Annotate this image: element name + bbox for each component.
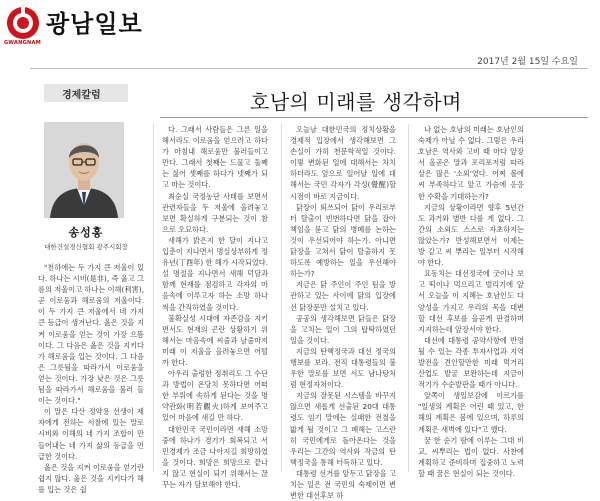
author-title: 대한건설경신협회 광주시회장 xyxy=(44,243,128,251)
paragraph: 나 없는 호남의 미래는 호남인의 숙제가 아닐 수 없다. 그렇은 우리 호남은 역사와 고비 때 마다 앞장서 올곧은 말과 포리포저럼 따라 살은 많은 '소외'였다. 어찌 볼에 씨 부족하다고 앞고 가슴에 응응한 수확을 기대하는가? xyxy=(418,125,524,201)
paragraph: 새해가 밝은지 한 달이 지나고 입춘이 지나면서 명실상부하게 정유년(丁酉年) 한 해가 시작되었다. 설 명절을 지나면서 새해 덕담과 함께 현재를 점검하고 각자의 마음속에 이루고자 하는 소망 하나씩을 간직하였을 것이다. xyxy=(162,235,268,312)
article-column-4 xyxy=(418,124,524,478)
article-column-1 xyxy=(38,262,144,494)
top-divider xyxy=(30,68,588,69)
paragraph: 지금의 잘못된 시스템을 바꾸지 않으면 새롭게 선출된 20대 대통령도 임기 말에는 실패한 전철을 밟게 될 것이고 그 폐해는 고스란히 국민에게로 돌아온다는 것을 우리는 그간의 역사와 작금의 탄핵정국을 통해 터득하고 있다. xyxy=(290,391,396,467)
column-divider xyxy=(281,124,282,472)
paragraph: 대한민국 국민이라면 새해 소망 중에 하나가 경기가 회복되고 서민경제가 조금 나아지길 희망하였을 것이다. 희망은 희망으로 끝나지 않고 현실이 되기 위해서는 끊꾸는 자가 담보해야 한다. xyxy=(162,424,268,489)
newspaper-logo-icon xyxy=(6,6,40,40)
publication-date: 2017년 2월 15일 수요일 xyxy=(477,57,578,67)
paragraph: 다. 그래서 사람들은 그른 일을 해서라도 이로움을 얻으려고 하다가 마침내 해로움만 불러들이고 만다. 그래서 첫째는 드물고 둘째는 싫어 셋째를 하다가 넷째가 되고 마는 것이다. xyxy=(162,125,268,190)
author-photo xyxy=(44,122,124,218)
paragraph: "천하에는 두 가지 큰 저울이 있다. 하나는 시비(是非), 즉 옳고 그름의 저울이고 하나는 이해(利害), 곧 이로움과 해로움의 저울이다. 이 두 가지 큰 저울에서 네 가지 큰 등급이 생겨난다. 옳은 것을 지켜 이로움을 얻는 것이 가장 으뜸이다. 그 다음은 옳은 것을 지키다가 해로움을 입는 것이다. 그 다음은 그릇됨을 따라가서 이로움을 얻는 것이다. 가장 낮은 것은 그릇됨을 따라가서 해로움을 불러 들이는 것이다." xyxy=(38,263,144,406)
paragraph: 꿈 한 순기 땀에 이루는 그대 비교, 씨뿌리는 법이 없다. 사찬에 계획하고 준비하며 집중하고 노력할 때 꿈은 현실이 되는 것이다. xyxy=(418,435,524,478)
paragraph: 닭장이 뙤쓰되어 닭이 우리로부터 탈출이 빈번하다면 닭을 잡아 책임을 묻고 닭의 병폐를 논하는 것이 우선되어야 하는가. 아니면 닭장을 고쳐서 닭이 탈출하지 못하도록 예방하는 일을 우선해야 하는가? xyxy=(290,202,396,279)
paragraph: 지금의 상황이라면 향후 5년간도 과거와 별반 다를 게 없다. 그간의 소외도 스스로 자초하지는 않았는가? 반성해보면서 이제는 방 같고 씨 뿌리는 일부터 시작해야 한다. xyxy=(418,202,524,268)
paragraph: 지금은 닭 주인이 주인 팀을 방관하고 있는 사이에 닭의 입장에 선 닭장문만 설치고 있다. xyxy=(290,280,396,312)
logo-subtext: GWANGNAM xyxy=(4,40,41,46)
paragraph: 대통령 선거를 앞두고 닭장을 고치는 일은 전 국민의 숙제이면 변변한 대선후보 하 xyxy=(290,468,396,501)
article-column-2 xyxy=(162,124,268,489)
paragraph: 옳은 것을 지켜 이로움을 얻기란 쉽지 않다. 옳은 것을 지키다가 해를 입는 것은 쉽 xyxy=(38,462,144,494)
headline-divider xyxy=(160,117,588,118)
paragraph: 대선에 대통령 공약사항에 반영될 수 있는 각종 투자사업과 지역발전을 견인할만한 미래 먹거리 산업도 발굴 보완하는데 지금이 적기가 수순발판을 때가 아니다. xyxy=(418,335,524,390)
column-divider xyxy=(153,124,154,472)
paragraph: 아우리 출렁한 정취리도 그 수단과 방법이 온당치 못하다면 어떠한 부뤄에 속하게 된다는 것을 명약관화(明若觀火)하게 보여주고 있어 마음에 새길 만 하다. xyxy=(162,369,268,423)
newspaper-title: 광남일보 xyxy=(46,10,143,38)
paragraph: 알쪽이 생일보감에 이르기를 "일생의 계획은 어린 때 있고, 한 해의 계획은 봄에 있으며, 하루의 계획은 새벽에 있다"고 했다. xyxy=(418,391,524,434)
section-label: 경제칼럼 xyxy=(44,84,128,102)
article-headline: 호남의 미래를 생각하며 xyxy=(250,90,462,114)
paragraph: 요동치는 대선정국에 굿이나 보고 떡이나 먹으리고 벌리기에 앞서 오늘을 이 지혜는 호남인도 다양성을 가지고 우리의 목을 대변할 대선 후보를 올곧게 판결하며 지지하는데 앞장서야 한다. xyxy=(418,269,524,334)
paragraph: 최순실 국정농단 사태를 보면서 관련자들을 두 저울에 올려놓고 보면 확실하게 구분되는 것이 참으로 오묘하다. xyxy=(162,191,268,234)
column-divider xyxy=(408,124,409,472)
paragraph: 오늘날 대한민국의 정치상황을 경제적 입장에서 생각해보면 그 손실이 가히 천문학적일 것이다. 이렇 변화된 일에 대해서는 차치하더라도 앞으로 일어날 일에 대해서는 국민 각자가 각성(覺醒)할 시점이 바로 지금이다. xyxy=(290,125,396,201)
paragraph: 불확실성 시대에 자존감을 지키면서도 현재의 곤란 상황하기 위해서는 마음속에 씨줄과 날줄마저 미래 이 저울을 올려놓으면 어떨까 한다. xyxy=(162,313,268,367)
paragraph: 공공의 생각해보면 닭들은 닭장을 고치는 일이 그의 탑탁하였던 일을 것이다. xyxy=(290,313,396,345)
paragraph: 지금의 탄핵정국과 대선 정국의 행보를 보라. 전직 대통령들의 불우한 말로를 보면 서도 남나탕처럼 현정자쳐이다. xyxy=(290,346,396,390)
author-name: 송성홍 xyxy=(68,226,104,239)
paragraph: 이 말은 다산 정약용 선생이 제자에게 전하는 서찰에 있는 말로 시비와 이해의 네 가지 조합이 만들어내는 네 가지 삶의 등급을 언급한 것이다. xyxy=(38,407,144,461)
article-column-3 xyxy=(290,124,396,501)
